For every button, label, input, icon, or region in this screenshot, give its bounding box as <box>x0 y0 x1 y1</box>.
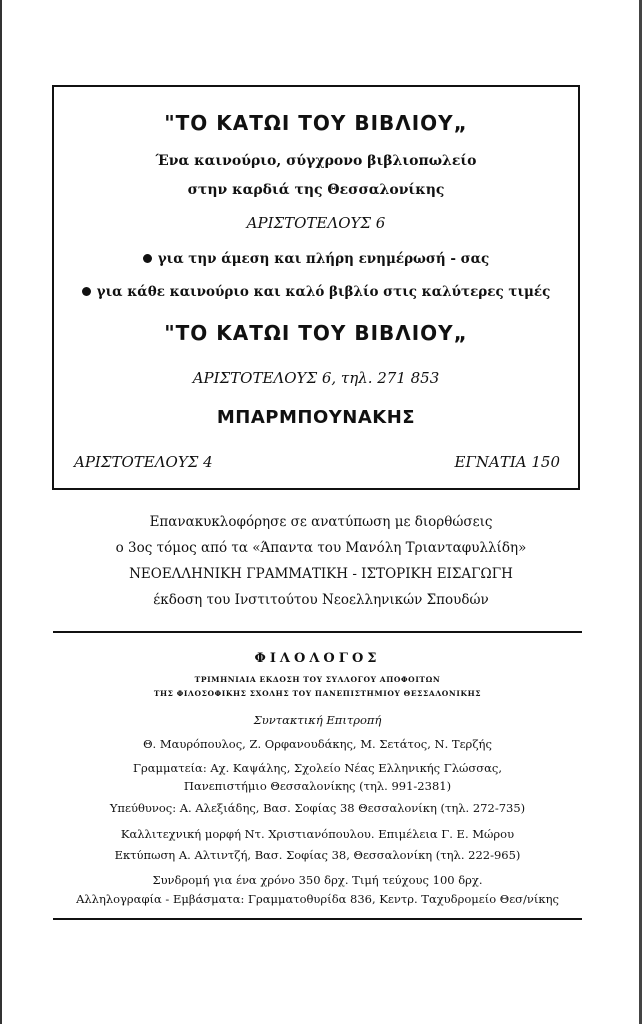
art-editing: Καλλιτεχνική μορφή Ντ. Χριστιανόπουλου. Επιμέλεια Γ. Ε. Μώρου <box>120 827 515 841</box>
committee-label: Συντακτική Επιτροπή <box>253 713 382 727</box>
ad-address-phone: ΑΡΙΣΤΟΤΕΛΟΥΣ 6, τηλ. 271 853 <box>192 369 440 387</box>
subscription-info: Συνδρομή για ένα χρόνο 350 δρχ. Τιμή τεύχους 100 δρχ. <box>152 873 483 887</box>
notice-line-2: ο 3ος τόμος από τα «Άπαντα του Μανόλη Τριανταφυλλίδη» <box>115 540 527 556</box>
notice-line-1: Επανακυκλοφόρησε σε ανατύπωση με διορθώσεις <box>149 514 493 530</box>
ad-line-1: Ένα καινούριο, σύγχρονο βιβλιοπωλείο <box>155 153 477 169</box>
ad-bullet-2 <box>54 284 578 300</box>
journal-subtitle-2: ΤΗΣ ΦΙΛΟΣΟΦΙΚΗΣ ΣΧΟΛΗΣ ΤΟΥ ΠΑΝΕΠΙΣΤΗΜΙΟΥ ΘΕΣΣΑΛΟΝΙΚΗΣ <box>153 689 482 698</box>
journal-subtitle-1: ΤΡΙΜΗΝΙΑΙΑ ΕΚΔΟΣΗ ΤΟΥ ΣΥΛΛΟΓΟΥ ΑΠΟΦΟΙΤΩΝ <box>194 675 441 684</box>
ad-address: ΑΡΙΣΤΟΤΕΛΟΥΣ 6 <box>246 214 386 232</box>
bullet-icon <box>143 254 152 263</box>
ad-owner-name: ΜΠΑΡΜΠΟΥΝΑΚΗΣ <box>216 407 416 428</box>
journal-title: ΦΙΛΟΛΟΓΟΣ <box>254 651 381 666</box>
correspondence-info: Αλληλογραφία - Εμβάσματα: Γραμματοθυρίδα 836, Κεντρ. Ταχυδρομείο Θεσ/νίκης <box>76 892 559 906</box>
ad-bullet-1 <box>54 251 578 267</box>
secretary-line-2: Πανεπιστήμιο Θεσσαλονίκης (τηλ. 991-2381) <box>183 779 452 793</box>
responsible-editor: Υπεύθυνος: Α. Αλεξιάδης, Βασ. Σοφίας 38 Θεσσαλονίκη (τηλ. 272-735) <box>109 801 526 815</box>
ad-title-repeat: "ΤΟ ΚΑΤΩΙ ΤΟΥ ΒΙΒΛΙΟΥ„ <box>164 321 468 345</box>
bullet-icon <box>82 287 91 296</box>
secretary-line-1: Γραμματεία: Αχ. Καψάλης, Σχολείο Νέας Ελληνικής Γλώσσας, <box>133 761 502 775</box>
ad-title: "ΤΟ ΚΑΤΩΙ ΤΟΥ ΒΙΒΛΙΟΥ„ <box>164 111 468 135</box>
page-edge-left <box>0 0 2 1024</box>
ad-line-2: στην καρδιά της Θεσσαλονίκης <box>187 182 445 198</box>
ad-bullet-2-text: για κάθε καινούριο και καλό βιβλίο στις καλύτερες τιμές <box>96 284 551 300</box>
notice-line-4: έκδοση του Ινστιτούτου Νεοελληνικών Σπουδών <box>153 592 489 608</box>
ad-bullet-1-text: για την άμεση και πλήρη ενημέρωσή - σας <box>157 251 490 267</box>
printing-info: Εκτύπωση Α. Αλτιντζή, Βασ. Σοφίας 38, Θεσσαλονίκη (τηλ. 222-965) <box>114 848 521 862</box>
ad-footer-right: ΕΓΝΑΤΙΑ 150 <box>454 453 560 471</box>
ad-footer-left: ΑΡΙΣΤΟΤΕΛΟΥΣ 4 <box>74 453 213 471</box>
journal-colophon <box>53 631 582 920</box>
bookstore-advertisement <box>52 85 580 490</box>
notice-line-3: ΝΕΟΕΛΛΗΝΙΚΗ ΓΡΑΜΜΑΤΙΚΗ - ΙΣΤΟΡΙΚΗ ΕΙΣΑΓΩΓΗ <box>129 566 513 582</box>
committee-members: Θ. Μαυρόπουλος, Ζ. Ορφανουδάκης, Μ. Σετάτος, Ν. Τερζής <box>143 737 492 751</box>
